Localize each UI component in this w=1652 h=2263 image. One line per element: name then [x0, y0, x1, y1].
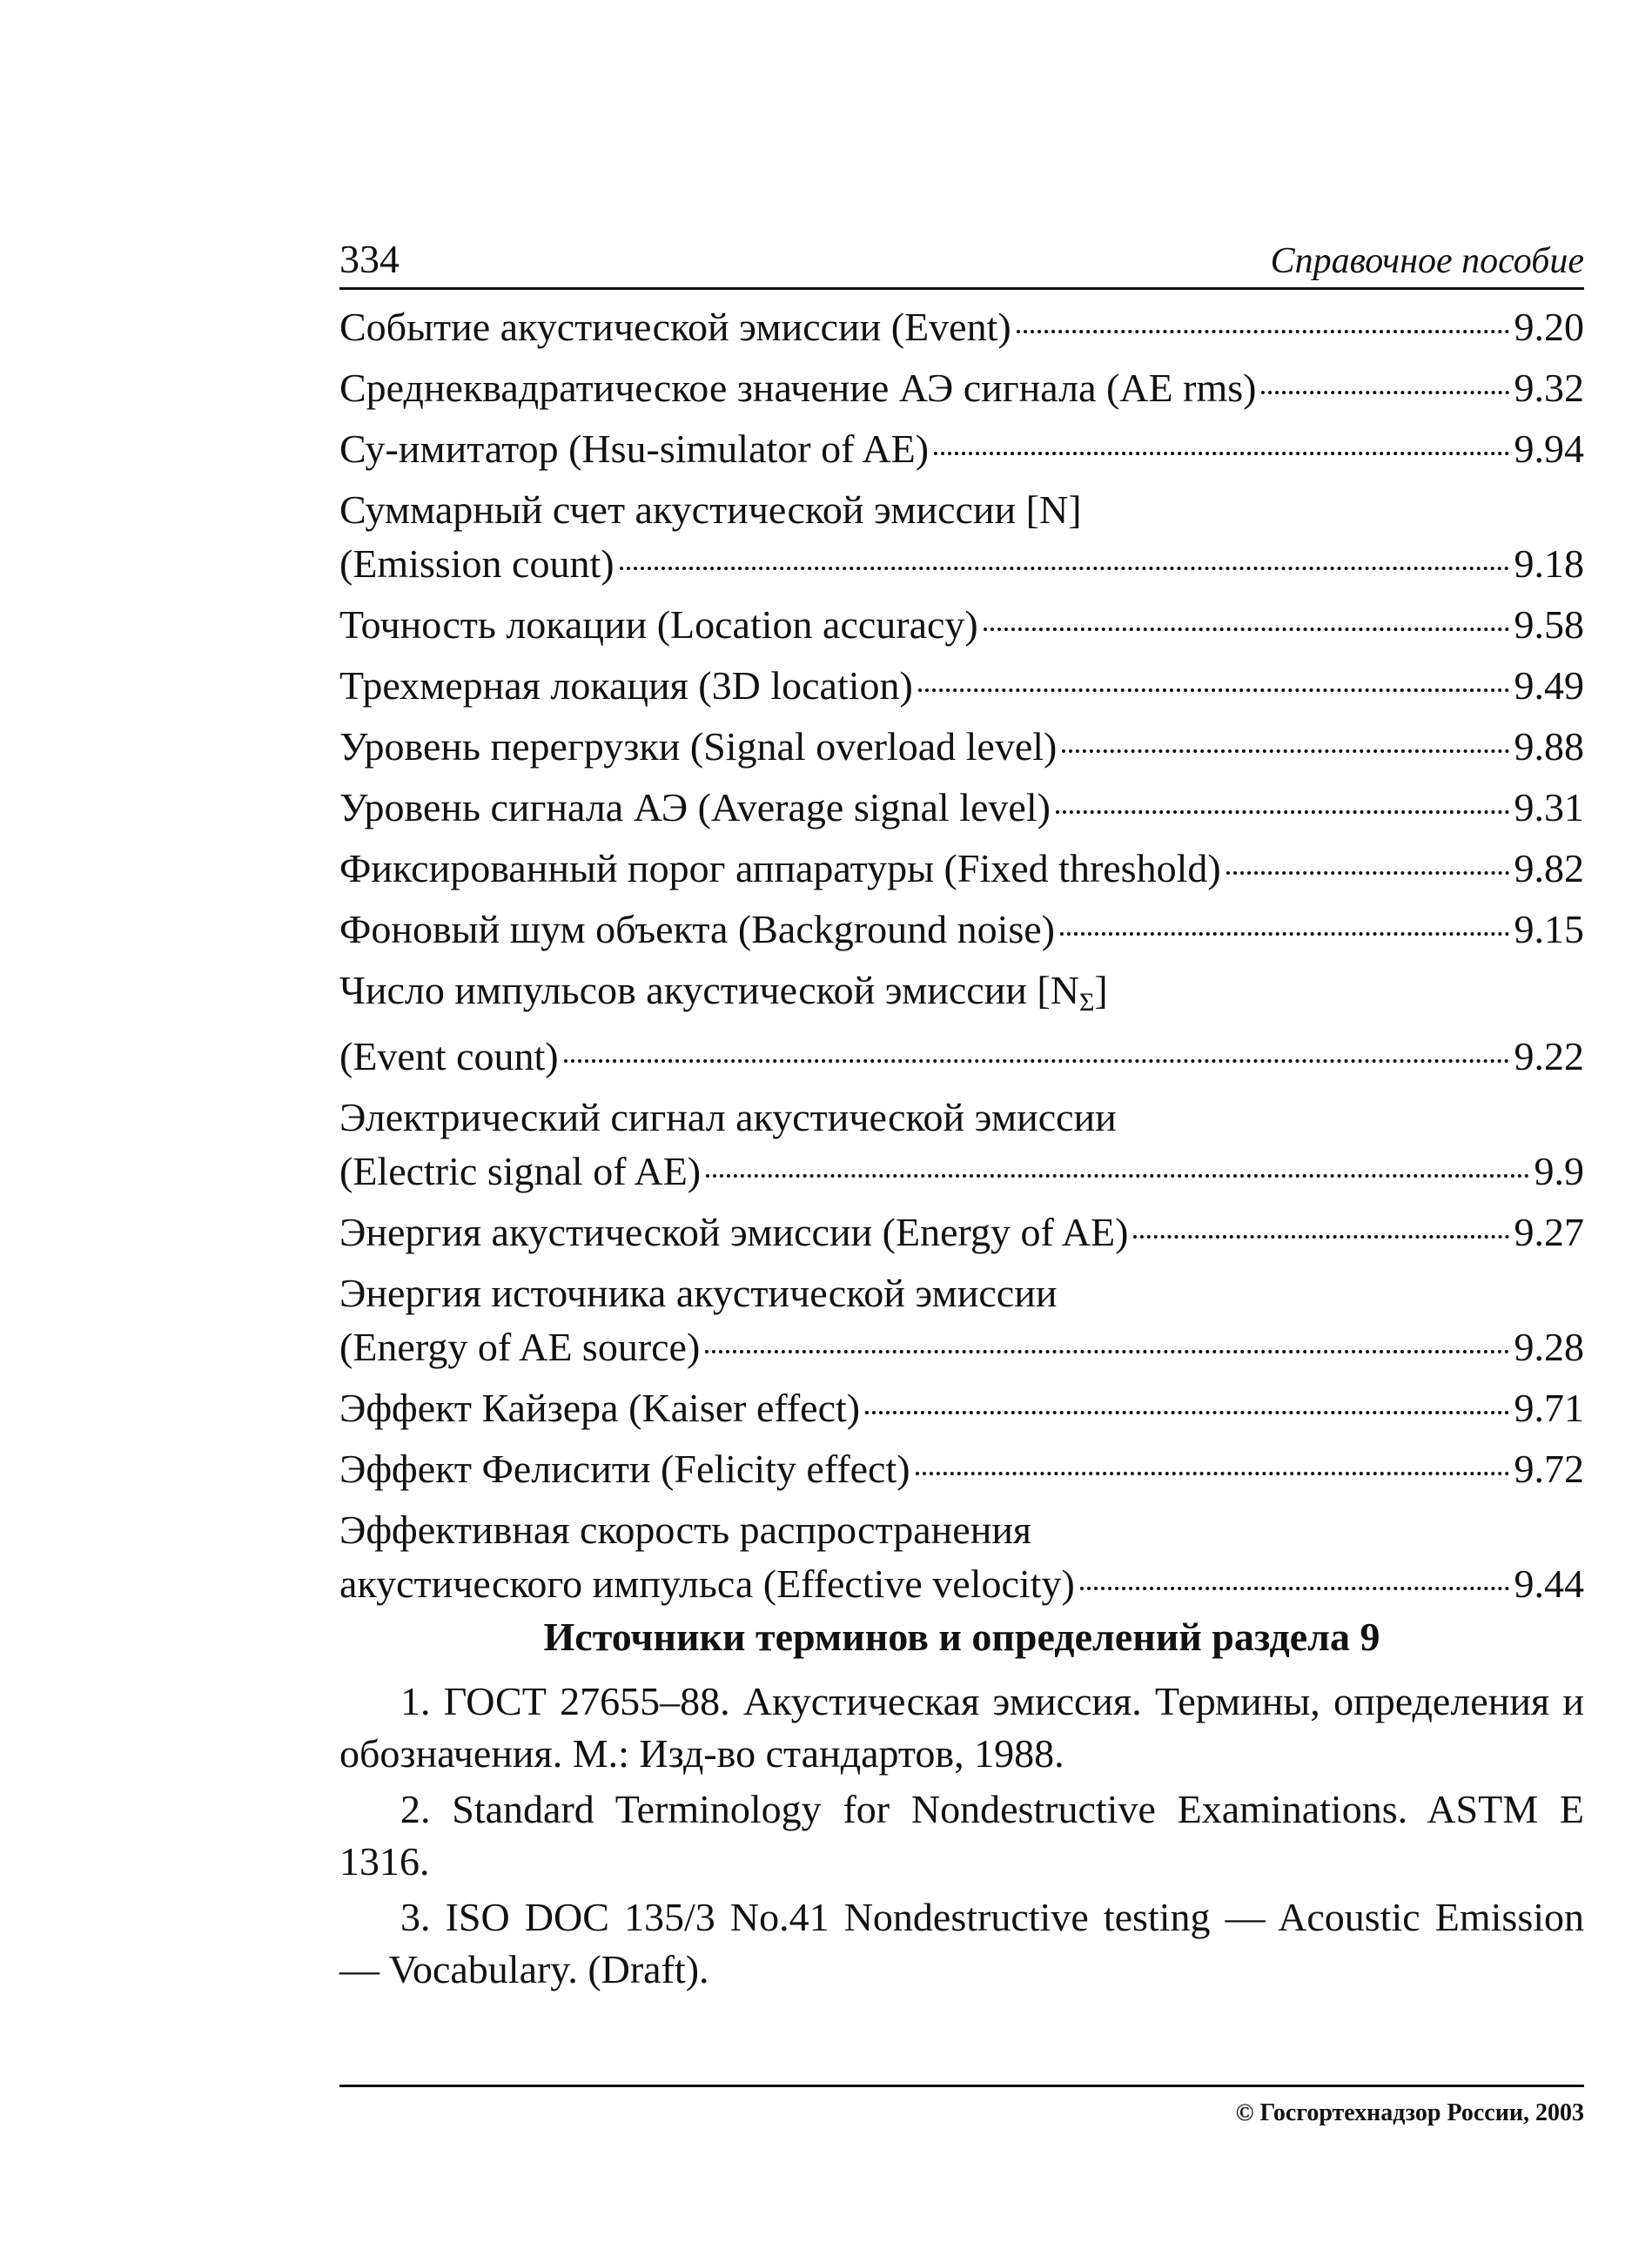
dot-leader: [1261, 391, 1508, 394]
entry-reference: 9.18: [1514, 541, 1584, 586]
index-entry-first-line: [339, 964, 1584, 1030]
entry-term: Среднеквадратическое значение АЭ сигнала (AE rms): [339, 366, 1257, 410]
sources-list: [339, 1675, 1584, 1999]
index-entry: [339, 1205, 1584, 1259]
index-entry-row: [339, 1557, 1584, 1611]
entry-term: Фиксированный порог аппаратуры (Fixed threshold): [339, 846, 1221, 890]
index-entry: [339, 1503, 1584, 1611]
entry-term: Уровень сигнала АЭ (Average signal level): [339, 785, 1051, 829]
dot-leader: [1226, 871, 1509, 875]
entry-reference: 9.72: [1514, 1447, 1584, 1491]
index-entry: [339, 1266, 1584, 1374]
entry-term: Событие акустической эмиссии (Event): [339, 305, 1011, 349]
entry-text: Число импульсов акустической эмиссии [N: [339, 968, 1079, 1012]
entry-reference: 9.88: [1514, 724, 1584, 769]
index-entry: [339, 903, 1584, 957]
dot-leader: [918, 688, 1509, 692]
index-entry-row: [339, 1320, 1584, 1374]
index-entry: [339, 1091, 1584, 1199]
index-entry-row: [339, 1381, 1584, 1435]
dot-leader: [620, 567, 1509, 570]
index-entry-row: [339, 720, 1584, 774]
index-entry-row: [339, 361, 1584, 415]
index-entry-row: [339, 842, 1584, 896]
entry-term: Уровень перегрузки (Signal overload level): [339, 724, 1058, 769]
index-entry: [339, 598, 1584, 652]
index-entry-row: [339, 781, 1584, 835]
entry-reference: 9.44: [1514, 1561, 1584, 1606]
dot-leader: [916, 1472, 1509, 1475]
entry-term: (Electric signal of AE): [339, 1149, 702, 1193]
entry-reference: 9.9: [1534, 1149, 1584, 1193]
index-entry-row: [339, 659, 1584, 713]
index-entry: [339, 361, 1584, 415]
entry-term: (Energy of AE source): [339, 1325, 701, 1369]
dot-leader: [1080, 1587, 1509, 1590]
entry-text: ]: [1094, 968, 1108, 1012]
copyright-notice: © Госгортехнадзор России, 2003: [1235, 2099, 1584, 2126]
sources-heading: Источники терминов и определений раздела 9: [543, 1615, 1380, 1659]
entry-term: Фоновый шум объекта (Background noise): [339, 907, 1055, 951]
dot-leader: [705, 1350, 1508, 1353]
entry-reference: 9.31: [1514, 785, 1584, 829]
index-entry-first-line: Электрический сигнал акустической эмиссии: [339, 1095, 1117, 1139]
index-entry-first-line: Суммарный счет акустической эмиссии [N]: [339, 487, 1082, 532]
page-header: [339, 235, 1584, 290]
index-entry-row: [339, 598, 1584, 652]
index-entry: [339, 659, 1584, 713]
index-entry: [339, 483, 1584, 591]
entry-reference: 9.94: [1514, 426, 1584, 471]
entry-reference: 9.20: [1514, 305, 1584, 349]
index-entry: [339, 1381, 1584, 1435]
entry-reference: 9.82: [1514, 846, 1584, 890]
entry-reference: 9.22: [1514, 1034, 1584, 1078]
entry-reference: 9.15: [1514, 907, 1584, 951]
running-title: Справочное пособие: [1270, 241, 1584, 281]
source-item: 1. ГОСТ 27655–88. Акустическая эмиссия. Термины, определения и обозначения. М.: Изд-во стандартов, 1988.: [339, 1679, 1584, 1776]
entry-term: Энергия акустической эмиссии (Energy of AE): [339, 1210, 1129, 1254]
dot-leader: [1056, 810, 1509, 814]
page-number: 334: [339, 237, 400, 281]
source-item: 3. ISO DOC 135/3 No.41 Nondestructive testing — Acoustic Emission — Vocabulary. (Draft).: [339, 1895, 1584, 1991]
index-entry-row: [339, 1145, 1584, 1199]
dot-leader: [1017, 330, 1509, 333]
index-entry: [339, 842, 1584, 896]
entry-term: акустического импульса (Effective velocity): [339, 1561, 1075, 1606]
entry-term: Су-имитатор (Hsu-simulator of AE): [339, 426, 930, 471]
entry-reference: 9.32: [1514, 366, 1584, 410]
source-item: 2. Standard Terminology for Nondestructive Examinations. ASTM E 1316.: [339, 1787, 1584, 1884]
index-entry-row: [339, 903, 1584, 957]
index-entry: [339, 720, 1584, 774]
entry-term: (Event count): [339, 1034, 559, 1078]
index-entry: [339, 1442, 1584, 1496]
entry-term: Эффект Кайзера (Kaiser effect): [339, 1386, 861, 1430]
entry-reference: 9.58: [1514, 602, 1584, 647]
dot-leader: [1133, 1235, 1508, 1239]
entry-reference: 9.27: [1514, 1210, 1584, 1254]
index-entry: [339, 781, 1584, 835]
sigma-subscript: Σ: [1078, 988, 1095, 1017]
index-entry-row: [339, 1442, 1584, 1496]
index-entry: [339, 422, 1584, 476]
index-entry-row: [339, 1205, 1584, 1259]
dot-leader: [564, 1059, 1509, 1063]
index-entry-row: [339, 300, 1584, 354]
entry-term: Трехмерная локация (3D location): [339, 663, 913, 708]
dot-leader: [865, 1411, 1508, 1414]
index-entry: [339, 964, 1584, 1084]
dot-leader: [1062, 749, 1508, 753]
index-entry: [339, 300, 1584, 354]
footer-divider: [339, 2085, 1584, 2087]
index-entry-row: [339, 537, 1584, 591]
index-entry-first-line: Энергия источника акустической эмиссии: [339, 1271, 1058, 1315]
index-entry-first-line: Эффективная скорость распространения: [339, 1508, 1032, 1552]
entry-term: Эффект Фелисити (Felicity effect): [339, 1447, 910, 1491]
term-index-list: [339, 300, 1584, 1618]
entry-reference: 9.28: [1514, 1325, 1584, 1369]
dot-leader: [934, 452, 1508, 455]
index-entry-row: [339, 1030, 1584, 1084]
dot-leader: [706, 1174, 1528, 1178]
entry-term: (Emission count): [339, 541, 614, 586]
dot-leader: [1060, 932, 1509, 936]
entry-term: Точность локации (Location accuracy): [339, 602, 978, 647]
index-entry-row: [339, 422, 1584, 476]
entry-reference: 9.71: [1514, 1386, 1584, 1430]
dot-leader: [984, 628, 1509, 631]
entry-reference: 9.49: [1514, 663, 1584, 708]
